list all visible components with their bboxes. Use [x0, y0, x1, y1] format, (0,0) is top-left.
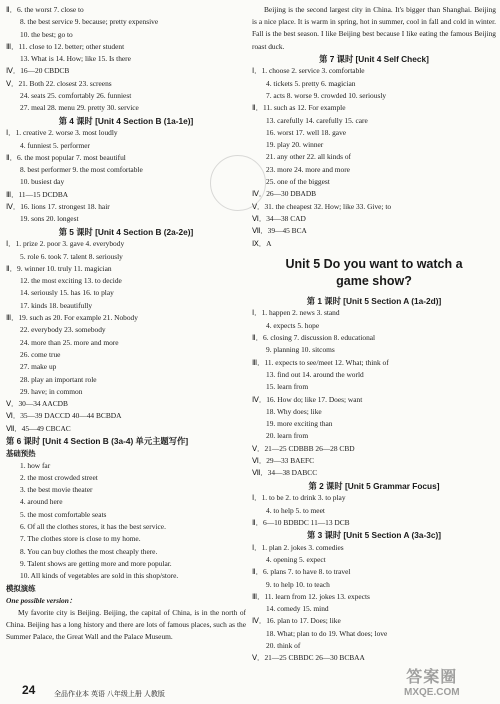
answer-line: 25. one of the biggest [266, 177, 330, 187]
answers-unit5-lesson3 [252, 542, 496, 665]
watermark-line2: MXQE.COM [404, 687, 460, 698]
answers-lesson5 [6, 238, 246, 435]
answer-line: Ⅱ．6. the worst 7. close to [6, 5, 84, 14]
answer-line: 2. the most crowded street [20, 472, 98, 482]
answer-line: 13. find out 14. around the world [266, 369, 364, 379]
sample-essay-label: One possible version： [6, 595, 77, 605]
answer-line: 5. role 6. took 7. talent 8. seriously [20, 251, 123, 261]
answer-line: 6. Of all the clothes stores, it has the best service. [20, 522, 166, 532]
answer-line: 9. planning 10. sitcoms [266, 345, 335, 355]
footer-text [6, 689, 165, 699]
answer-line: 29. have; in common [20, 386, 83, 396]
answer-line: Ⅱ．9. winner 10. truly 11. magician [6, 263, 112, 273]
answer-line: 4. around here [20, 497, 63, 507]
answer-line: 24. more than 25. more and more [20, 337, 119, 347]
answer-line: Ⅶ．34—38 DABCC [252, 468, 318, 478]
answer-line: Ⅶ．39—45 BCA [252, 226, 307, 236]
answers-self-check [252, 65, 496, 249]
answer-line: 7. The clothes store is close to my home. [20, 534, 141, 544]
answer-line: 4. funniest 5. performer [20, 140, 90, 150]
answer-line: Ⅵ．34—38 CAD [252, 213, 306, 223]
answer-line: Ⅳ．16. lions 17. strongest 18. hair [6, 202, 110, 212]
answer-line: 18. Why does; like [266, 406, 322, 416]
page-number: 24 [22, 683, 36, 697]
faint-stamp-mark [210, 155, 266, 211]
answer-line: 28. play an important role [20, 374, 97, 384]
answer-line: Ⅱ．11. such as 12. For example [252, 103, 346, 113]
answer-line: Ⅱ．6. the most popular 7. most beautiful [6, 152, 126, 162]
answer-line: Ⅰ．1. plan 2. jokes 3. comedies [252, 542, 344, 552]
answer-line: 19. sons 20. longest [20, 214, 79, 224]
answers-lesson6 [6, 460, 246, 583]
site-watermark-logo [404, 664, 460, 698]
answer-line: 13. carefully 14. carefully 15. care [266, 115, 368, 125]
lesson-heading: 第 4 课时 [Unit 4 Section B (1a-1e)] [58, 115, 194, 126]
answer-line: 8. best performer 9. the most comfortable [20, 165, 143, 175]
answer-line: 10. busiest day [20, 177, 65, 187]
answer-line: 4. tickets 5. pretty 6. magician [266, 78, 356, 88]
unit5-title-line2: game show? [336, 273, 412, 288]
answer-line: 18. What; plan to do 19. What does; love [266, 628, 388, 638]
answer-line: 16. worst 17. well 18. gave [266, 127, 347, 137]
answer-line: 9. to help 10. to teach [266, 579, 330, 589]
answer-line: 27. make up [20, 362, 57, 372]
answer-line: Ⅲ．11—15 DCDBA [6, 189, 69, 199]
answer-line: 22. everybody 23. somebody [20, 325, 106, 335]
answer-line: 3. the best movie theater [20, 485, 93, 495]
lesson-heading: 第 6 课时 [Unit 4 Section B (3a-4) 单元主题写作] [6, 435, 189, 446]
answer-line: Ⅴ．21—25 CBBDC 26—30 BCBAA [252, 653, 365, 663]
answer-line: Ⅴ．30—34 AACDB [6, 399, 68, 409]
answer-line: 8. the best service 9. because; pretty expensive [20, 17, 159, 27]
answer-line: 20. learn from [266, 431, 309, 441]
answers-unit5-lesson2 [252, 492, 496, 529]
lesson-heading: 第 7 课时 [Unit 4 Self Check] [319, 53, 429, 64]
answer-line: Ⅰ．1. creative 2. worse 3. most loudly [6, 128, 118, 138]
answer-line: 8. You can buy clothes the most cheaply there. [20, 546, 158, 556]
answer-line: 4. opening 5. expect [266, 554, 326, 564]
unit5-title-line1: Unit 5 Do you want to watch a [285, 256, 463, 271]
answer-line: 7. acts 8. worse 9. crowded 10. seriously [266, 91, 387, 100]
answer-line: Ⅳ．16. plan to 17. Does; like [252, 616, 341, 626]
answer-line: Ⅱ．6. plans 7. to have 8. to travel [252, 567, 351, 577]
sample-essay-part2: Beijing is the second largest city in China. It's bigger than Shanghai. Beijing is a nice place. It is warm in spring, hot in summer, cool in fall and cold in winter. Fall is the best season. I like Beijing best because I like eating the famous Beijing roast duck. [252, 5, 496, 51]
answer-line: 27. meal 28. menu 29. pretty 30. service [20, 103, 139, 113]
answer-line: 20. think of [266, 641, 301, 651]
answer-line: Ⅴ．21. Both 22. closest 23. screens [6, 78, 112, 88]
answers-unit4-lesson3-tail [6, 4, 246, 115]
answer-line: Ⅲ．11. close to 12. better; other student [6, 41, 125, 51]
answer-line: Ⅰ．1. prize 2. poor 3. gave 4. everybody [6, 239, 125, 249]
answer-line: Ⅲ．11. expects to see/meet 12. What; think of [252, 357, 389, 367]
answer-line: Ⅰ．1. to be 2. to drink 3. to play [252, 493, 346, 503]
answer-line: Ⅲ．19. such as 20. For example 21. Nobody [6, 313, 138, 323]
answer-line: Ⅵ．35—39 DACCD 40—44 BCBDA [6, 411, 122, 421]
answer-line: 10. All kinds of vegetables are sold in this shop/store. [20, 571, 179, 581]
lesson-heading: 第 5 课时 [Unit 4 Section B (2a-2e)] [58, 226, 194, 237]
section-label-warmup: 基础预热 [6, 448, 36, 458]
answer-line: Ⅵ．29—33 BAEFC [252, 456, 315, 466]
answer-line: 4. expects 5. hope [266, 320, 320, 330]
answer-line: 19. more exciting than [266, 419, 333, 429]
section-label-practice: 模拟演练 [6, 583, 36, 593]
answer-line: Ⅲ．11. learn from 12. jokes 13. expects [252, 591, 370, 601]
unit5-title [252, 256, 496, 290]
answer-line: Ⅴ．21—25 CDBBB 26—28 CBD [252, 443, 355, 453]
answer-line: 26. come true [20, 349, 61, 359]
answer-line: 4. to help 5. to meet [266, 505, 325, 515]
answer-line: Ⅸ．A [252, 238, 272, 248]
lesson-heading: 第 2 课时 [Unit 5 Grammar Focus] [308, 480, 440, 491]
answer-line: Ⅶ．45—49 CBCAC [6, 423, 71, 433]
answer-line: 9. Talent shows are getting more and more popular. [20, 558, 172, 568]
answer-line: 14. seriously 15. has 16. to play [20, 288, 114, 298]
answer-line: Ⅱ．6—10 BDBDC 11—13 DCB [252, 517, 350, 527]
answer-line: Ⅳ．16. How do; like 17. Does; want [252, 394, 363, 404]
answer-line: Ⅳ．26—30 DBADB [252, 189, 317, 199]
answer-line: Ⅴ．31. the cheapest 32. How; like 33. Give; to [252, 201, 392, 211]
answer-line: Ⅱ．6. closing 7. discussion 8. educational [252, 333, 376, 343]
answer-line: 10. the best; go to [20, 29, 73, 39]
watermark-line1: 答案圈 [406, 669, 458, 686]
answers-unit5-lesson1 [252, 307, 496, 479]
answer-line: 14. comedy 15. mind [266, 604, 329, 614]
answer-line: Ⅰ．1. choose 2. service 3. comfortable [252, 66, 365, 76]
lesson-heading: 第 3 课时 [Unit 5 Section A (3a-3c)] [307, 530, 441, 541]
answer-line: Ⅳ．16—20 CBDCB [6, 66, 70, 76]
sample-essay-part1: My favorite city is Beijing. Beijing, the capital of China, is in the north of China. Beijing has a long history and there are lots of famous places, such as the Summer Palace, the Great Wall and the Palace Museum. [6, 607, 246, 642]
footer-book-title: 全品作业本 英语 八年级上册 人教版 [54, 691, 165, 698]
answer-line: 21. any other 22. all kinds of [266, 152, 351, 162]
right-column [252, 4, 496, 665]
answer-line: 5. the most comfortable seats [20, 509, 107, 519]
left-column [6, 4, 246, 643]
answer-line: 1. how far [20, 460, 51, 470]
answer-line: Ⅰ．1. happen 2. news 3. stand [252, 308, 340, 318]
answer-line: 23. more 24. more and more [266, 164, 350, 174]
answer-line: 15. learn from [266, 382, 309, 392]
answer-line: 12. the most exciting 13. to decide [20, 276, 122, 286]
answer-line: 24. seats 25. comfortably 26. funniest [20, 91, 132, 101]
answer-line: 17. kinds 18. beautifully [20, 300, 93, 310]
lesson-heading: 第 1 课时 [Unit 5 Section A (1a-2d)] [306, 295, 442, 306]
answer-line: 13. What is 14. How; like 15. Is there [20, 54, 131, 64]
answer-line: 19. play 20. winner [266, 140, 324, 150]
